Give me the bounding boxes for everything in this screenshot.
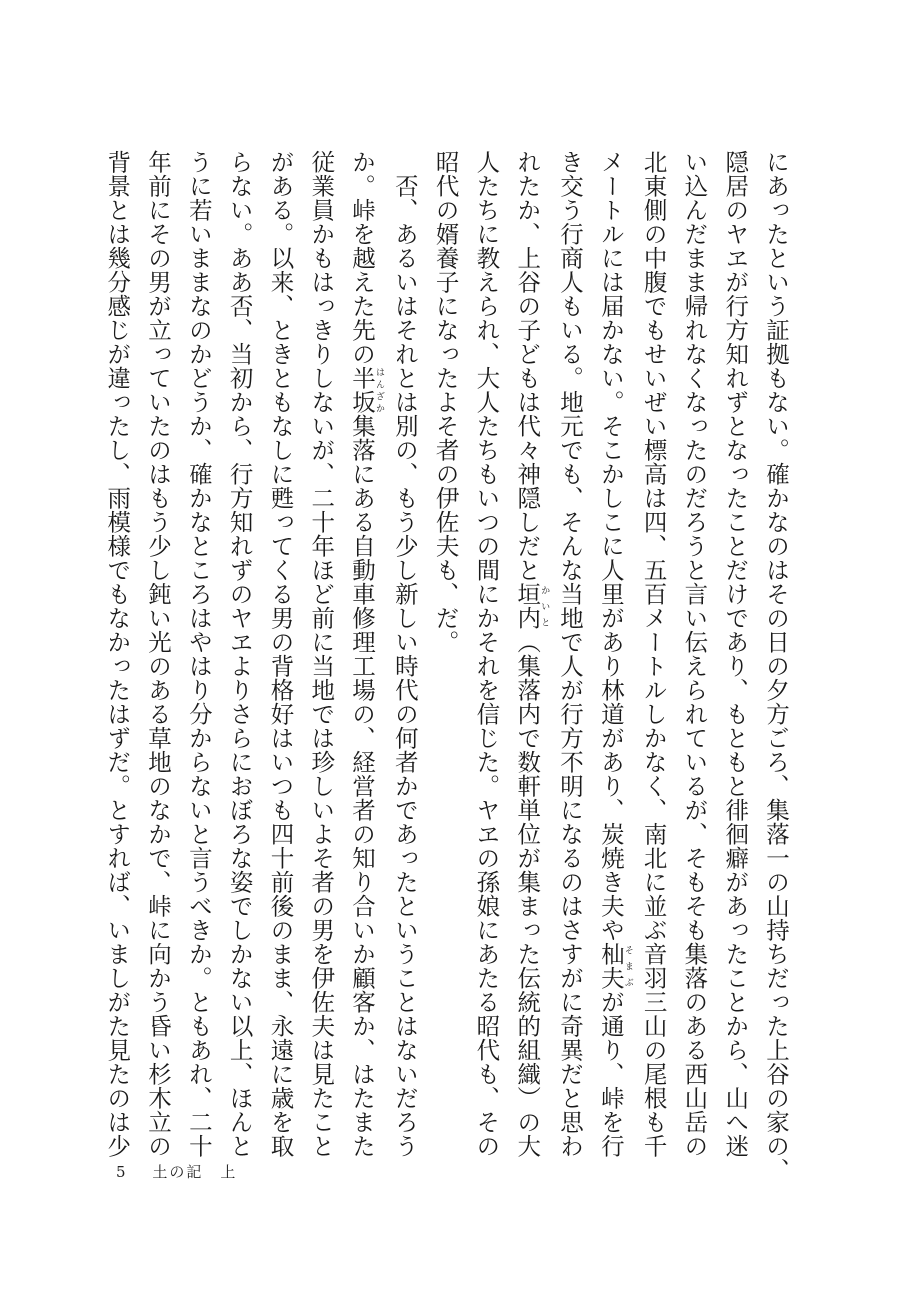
text-line-9: 昭代の婿養子になったよそ者の伊佐夫も、だ。: [431, 150, 460, 654]
text-line-7-part-a: れたか、上谷の子どもは代々神隠しだと: [513, 150, 542, 582]
ruby-hanzaka-reading: はんざか: [374, 366, 385, 414]
text-line-11: [341, 150, 385, 1158]
text-line-7: [506, 150, 550, 1158]
text-line-3: い込んだまま帰れなくなったのだろうと言い伝えられているが、そもそも集落のある西山岳の: [680, 150, 709, 1158]
ruby-kaito: 垣内かいと: [513, 582, 550, 630]
text-line-7-part-b: （集落内で数軒単位が集まった伝統的組織）の大: [513, 630, 542, 1158]
text-line-8: 人たちに教えられ、大人たちもいつの間にかそれを信じた。ヤヱの孫娘にあたる昭代も、その: [472, 150, 501, 1158]
ruby-hanzaka: 半坂はんざか: [348, 366, 385, 414]
text-line-4: 北東側の中腹でもせいぜい標高は四、五百メートルしかなく、南北に並ぶ音羽三山の尾根も千: [639, 150, 668, 1158]
text-line-11-part-b: 集落にある自動車修理工場の、経営者の知り合いか顧客か、はたまた: [348, 414, 377, 1158]
text-line-5: [590, 150, 633, 1158]
page-footer: [116, 1161, 237, 1182]
text-line-14: らない。ああ否、当初から、行方知れずのヤヱよりさらにおぼろな姿でしかない以上、ほんと: [225, 150, 254, 1158]
ruby-kaito-reading: かいと: [539, 582, 550, 630]
text-line-15: うに若いままなのかどうか、確かなところはやはり分からないと言うべきか。ともあれ、二十: [184, 150, 213, 1158]
text-line-17: 背景とは幾分感じが違ったし、雨模様でもなかったはずだ。とすれば、いましがた見たのは少: [103, 150, 132, 1158]
text-line-13: がある。以来、ときともなしに甦ってくる男の背格好はいつも四十前後のまま、永遠に歳を取: [266, 150, 295, 1158]
book-title: 土の記 上: [152, 1163, 238, 1181]
text-line-16: 年前にその男が立っていたのはもう少し鈍い光のある草地のなかで、峠に向かう昏い杉木立の: [144, 150, 173, 1158]
text-line-5-part-b: が通り、峠を行: [596, 990, 625, 1158]
page-number: 5: [116, 1163, 126, 1181]
text-line-11-part-a: か。峠を越えた先の: [348, 150, 377, 366]
text-line-6: き交う行商人もいる。地元でも、そんな当地で人が行方不明になるのはさすがに奇異だと思わ: [556, 150, 585, 1158]
text-line-5-part-a: メートルには届かない。そこかしこに人里があり林道があり、炭焼き夫や: [596, 150, 625, 942]
text-line-12: 従業員かもはっきりしないが、二十年ほど前に当地では珍しいよそ者の男を伊佐夫は見たこと: [307, 150, 336, 1158]
text-line-1: にあったという証拠もない。確かなのはその日の夕方ごろ、集落一の山持ちだった上谷の家の、: [762, 150, 790, 1182]
text-line-2: 隠居のヤヱが行方知れずとなったことだけであり、もともと徘徊癖があったことから、山へ迷: [721, 150, 750, 1158]
text-line-10: 否、あるいはそれとは別の、もう少し新しい時代の何者かであったということはないだろう: [390, 150, 419, 1158]
ruby-somabu-reading: そまぶ: [622, 942, 633, 990]
ruby-somabu: 杣夫そまぶ: [596, 942, 633, 990]
